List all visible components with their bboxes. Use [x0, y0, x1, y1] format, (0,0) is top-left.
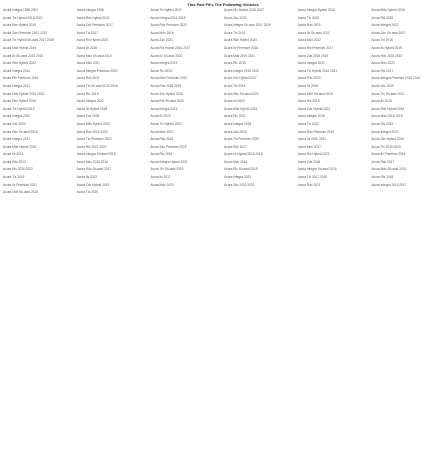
vehicle-fitment-item: Acura Ilx 2017 — [150, 175, 171, 180]
vehicle-fitment-item: Acura Rlx 2022 — [371, 121, 394, 126]
vehicle-fitment-item: Acura Tlx Hybrid 2018 2021 — [3, 15, 43, 20]
vehicle-fitment-item: Acura Rlx 2020 — [371, 15, 394, 20]
vehicle-fitment-item: Acura Rlx 2018 — [150, 152, 173, 157]
vehicle-fitment-item: Acura Integra 1998 — [76, 8, 104, 12]
vehicle-fitment-item: Acura Zdx 2021 — [150, 38, 173, 43]
vehicle-column — [150, 8, 222, 470]
vehicle-fitment-item: Acura Tlx 2021 — [224, 30, 246, 35]
vehicle-fitment-item: Acura Integra Hybrid 2021 — [150, 159, 188, 164]
vehicle-fitment-item: Acura Mdx 2020 — [371, 61, 395, 66]
vehicle-column — [224, 8, 296, 470]
vehicle-fitment-item: Acura Rdx Premium 2019 — [297, 129, 335, 134]
vehicle-fitment-item: Acura Tlx 2019 — [297, 15, 320, 20]
vehicle-fitment-item: Acura Zdx Hybrid 2015 — [371, 137, 404, 142]
vehicle-fitment-item: Acura Ilx Premium 2016 — [371, 152, 406, 157]
vehicle-fitment-item: Acura Ilx Sh-awd 2022 — [150, 53, 183, 58]
vehicle-fitment-item: Acura Ilx 2020 2021 — [297, 137, 327, 142]
vehicle-fitment-item: Acura Mdx 2018 — [224, 159, 248, 164]
vehicle-fitment-item: Acura Mdx 2019 2021 — [224, 53, 256, 58]
vehicle-fitment-item: Acura Tlx Premium 2022 — [76, 137, 112, 142]
vehicle-fitment-item: Acura Integra Sh-awd 2018 — [76, 152, 116, 157]
vehicle-fitment-item: Acura Rdx 2020 — [297, 76, 321, 81]
vehicle-fitment-item: Acura Rdx Hybrid 2021 — [76, 15, 110, 20]
vehicle-fitment-item: Acura Rdx Hybrid 2016 — [371, 106, 405, 111]
vehicle-fitment-item: Acura Tlx Sh-awd 2019 — [150, 167, 184, 172]
vehicle-fitment-item: Acura Mdx Premium 2022 — [150, 76, 188, 81]
vehicle-fitment-item: Acura Rdx 2013 — [3, 159, 26, 164]
vehicle-fitment-item: Acura Integra 2019 — [150, 61, 178, 66]
vehicle-fitment-item: Acura Mdx 2016 — [150, 30, 174, 35]
vehicle-fitment-item: Acura Tlx 2020 — [76, 190, 99, 195]
vehicle-fitment-item: Acura Mdx Sh-awd 2018 — [3, 190, 38, 195]
vehicle-fitment-item: Acura Ilx Premium 2021 — [3, 182, 38, 187]
vehicle-fitment-item: Acura Zdx Hybrid 2019 — [76, 182, 110, 187]
vehicle-fitment-item: Acura Integra 2015 2017 — [371, 182, 407, 187]
vehicle-fitment-item: Acura Rlx Premium 2016 — [3, 76, 39, 81]
vehicle-fitment-item: Acura Mdx Sh-awd 2015 — [297, 91, 333, 96]
vehicle-fitment-item: Acura Zdx Sh-awd 2017 — [371, 30, 406, 35]
vehicle-fitment-item: Acura Tlx Hybrid 2022 — [150, 121, 182, 126]
vehicle-fitment-item: Acura Zdx 2018 2019 — [297, 53, 329, 58]
vehicle-fitment-item: Acura Rdx Hybrid 2022 — [3, 61, 36, 66]
vehicle-fitment-item: Acura Integra 2021 — [224, 175, 252, 180]
vehicle-fitment-item: Acura Integra 2017 — [297, 61, 325, 66]
vehicle-fitment-item: Acura Integra Sh-awd 2015 — [297, 167, 337, 172]
vehicle-fitment-item: Acura Zdx 2016 — [76, 114, 100, 119]
vehicle-fitment-item: Acura Zdx Hybrid 2018 — [150, 91, 183, 96]
vehicle-fitment-item: Acura Rlx 2017 — [371, 68, 394, 73]
vehicle-fitment-item: Acura Mdx 2020 — [150, 182, 174, 187]
vehicle-fitment-item: Acura Ilx 2015 — [3, 152, 24, 157]
vehicle-fitment-item: Acura Zdx Hybrid 2021 — [297, 106, 331, 111]
vehicle-fitment-item: Acura Rdx Sh-awd 2016 — [3, 129, 38, 134]
vehicle-fitment-item: Acura Zdx Premium 2017 — [76, 23, 113, 28]
vehicle-fitment-item: Acura Mdx 2017 — [150, 129, 174, 134]
vehicle-fitment-item: Acura Rdx 2015 — [297, 23, 321, 28]
vehicle-fitment-item: Acura Rlx Hybrid 2021 — [76, 38, 109, 43]
vehicle-fitment-item: Acura Integra 2022 — [76, 99, 104, 104]
vehicle-fitment-item: Acura Rdx Hybrid 2020 — [224, 38, 257, 43]
vehicle-fitment-item: Acura Zdx Premium 2019 — [150, 144, 187, 149]
vehicle-fitment-item: Acura Rlx 2019 — [76, 91, 99, 96]
vehicle-fitment-item: Acura Integra 2017 — [3, 137, 31, 142]
vehicle-fitment-item: Acura Ilx 2016 — [76, 45, 98, 50]
vehicle-fitment-item: Acura Integra Premium 2015 2016 — [371, 76, 421, 81]
vehicle-fitment-item: Acura Rdx Hybrid 2015 — [3, 23, 36, 28]
vehicle-fitment-item: Acura Ilx Hybrid 2015 2016 — [224, 152, 263, 157]
vehicle-fitment-item: Acura Mdx Hybrid 2015 — [371, 8, 405, 12]
vehicle-fitment-item: Acura Rlx Sh-awd 2019 — [224, 167, 258, 172]
vehicle-fitment-item: Acura Rlx Hybrid 2015 2017 — [224, 8, 264, 12]
vehicle-fitment-item: Acura Ilx Sh-awd 2010 2015 — [3, 53, 44, 58]
vehicle-fitment-item: Acura Mdx Hybrid 2020 — [76, 121, 110, 126]
vehicle-fitment-item: Acura Zdx Hybrid 2017 — [224, 76, 257, 81]
vehicle-fitment-item: Acura Rlx 2018 — [371, 175, 394, 180]
vehicle-fitment-item: Acura Rdx 2018 2022 — [371, 53, 403, 58]
vehicle-fitment-item: Acura Integra 2016 2020 — [224, 68, 260, 73]
page-title: This Part Fit's The Following Vehicles — [187, 2, 259, 7]
vehicle-fitment-item: Acura Zdx 2015 — [224, 129, 247, 134]
vehicle-fitment-item: Acura Integra 2011 — [3, 68, 30, 73]
vehicle-fitment-item: Acura Ilx 2020 — [150, 114, 171, 119]
vehicle-fitment-item: Acura Mdx 2021 — [76, 61, 100, 66]
vehicle-fitment-item: Acura Integra 2018 — [224, 121, 252, 126]
vehicle-fitment-item: Acura Integra Sh-awd 2017 2019 — [224, 23, 271, 28]
vehicle-fitment-item: Acura Tlx Hybrid 2017 — [150, 8, 182, 12]
vehicle-fitment-item: Acura Rlx 2020 2022 — [3, 167, 33, 172]
vehicle-fitment-item: Acura Mdx Hybrid 2019 2022 — [3, 91, 45, 96]
vehicle-fitment-item: Acura Tlx Sh-awd 2021 — [371, 91, 405, 96]
vehicle-fitment-item: Acura Rlx Sh-awd 2020 — [150, 99, 184, 104]
vehicle-fitment-item: Acura Integra Hybrid 2016 — [297, 8, 335, 12]
vehicle-fitment-item: Acura Rlx Hybrid 2022 — [297, 152, 330, 157]
vehicle-fitment-item: Acura Tlx 2017 2018 — [297, 175, 328, 180]
vehicle-fitment-item: Acura Mdx 2017 — [297, 144, 321, 149]
vehicle-fitment-item: Acura Ilx Premium 2018 — [224, 45, 259, 50]
vehicle-fitment-item: Acura Tlx 2016 — [371, 38, 393, 43]
vehicle-fitment-item: Acura Rlx 2021 — [224, 114, 246, 119]
vehicle-fitment-item: Acura Ilx Hybrid 2018 — [76, 106, 108, 111]
vehicle-column — [371, 8, 443, 470]
vehicle-fitment-item: Acura Integra 2019 — [297, 114, 325, 119]
vehicle-fitment-item: Acura Tlx Hybrid Sh-awd 2017 2020 — [3, 38, 55, 43]
vehicle-fitment-item: Acura Tlx Premium 2020 — [224, 137, 260, 142]
vehicle-fitment-item: Acura Zdx 2020 2022 — [224, 182, 255, 187]
vehicle-fitment-item: Acura Zdx 2019 — [371, 83, 394, 88]
vehicle-fitment-item: Acura Zdx 2022 — [224, 15, 247, 20]
vehicle-fitment-item: Acura Ilx 2018 — [297, 83, 319, 88]
vehicle-fitment-item: Acura Tlx 2017 — [76, 30, 99, 35]
vehicle-fitment-item: Acura Rlx 2015 — [224, 61, 246, 66]
vehicle-fitment-item: Acura Integra 2022 — [371, 23, 399, 28]
vehicle-fitment-item: Acura Tlx Hybrid 2016 — [3, 106, 35, 111]
vehicle-fitment-item: Acura Mdx Sh-awd 2019 — [76, 53, 112, 58]
vehicle-fitment-item: Acura Rlx 2016 — [297, 99, 320, 104]
vehicle-fitment-item: Acura Tlx 2019 2020 — [371, 144, 401, 149]
vehicle-fitment-item: Acura Integra 1996 2001 — [3, 8, 39, 12]
vehicle-fitment-item: Acura Tlx 2018 — [224, 83, 246, 88]
vehicle-fitment-item: Acura Rdx 2018 2019 — [150, 83, 182, 88]
vehicle-fitment-item: Acura Rlx Hybrid 2016 2017 — [150, 45, 191, 50]
vehicle-fitment-item: Acura Zdx Premium 2021 2022 — [3, 30, 48, 35]
vehicle-fitment-item: Acura Rdx 2021 — [76, 76, 100, 81]
vehicle-fitment-item: Acura Zdx 2016 — [297, 159, 321, 164]
vehicle-fitment-item: Acura Ilx Hybrid 2019 — [371, 45, 402, 50]
vehicle-fitment-item: Acura Integra 2021 — [3, 83, 31, 88]
vehicle-fitment-item: Acura Mdx 2018 2019 — [371, 114, 403, 119]
vehicle-fitment-item: Acura Rdx 2017 — [371, 159, 395, 164]
vehicle-fitment-item: Acura Rlx Premium 2017 — [297, 45, 334, 50]
vehicle-column — [77, 8, 149, 470]
vehicle-column — [298, 8, 370, 470]
vehicle-fitment-item: Acura Mdx Hybrid 2022 — [3, 144, 37, 149]
vehicle-fitment-item: Acura Rdx 2016 — [150, 137, 174, 142]
vehicle-fitment-item: Acura Rdx Premium 2022 — [150, 23, 187, 28]
vehicle-fitment-item: Acura Integra Premium 2020 — [76, 68, 118, 73]
vehicle-fitment-item: Acura Tlx 2022 — [297, 121, 320, 126]
vehicle-fitment-item: Acura Ilx 2022 — [76, 175, 98, 180]
vehicle-fitment-item: Acura Rdx 2017 — [224, 144, 247, 149]
vehicle-fitment-item: Acura Mdx 2015 2016 — [76, 159, 108, 164]
vehicle-fitment-item: Acura Tlx 2015 — [150, 68, 172, 73]
vehicle-fitment-item: Acura Mdx Hybrid 2016 — [224, 106, 258, 111]
vehicle-fitment-item: Acura Mdx Sh-awd 2021 — [371, 167, 407, 172]
vehicle-fitment-item: Acura Rdx Hybrid 2018 — [3, 99, 36, 104]
vehicle-fitment-item: Acura Integra 2020 — [3, 114, 31, 119]
vehicle-fitment-item: Acura Mdx 2022 — [297, 38, 321, 43]
vehicle-column — [3, 8, 75, 470]
vehicle-fitment-item: Acura Rdx 2015 2020 — [76, 129, 108, 134]
vehicle-fitment-item: Acura Zdx 2020 — [3, 121, 26, 126]
vehicle-fitment-item: Acura Integra 2020 — [371, 129, 399, 134]
vehicle-fitment-item: Acura Tlx 2018 — [3, 175, 25, 180]
vehicle-fitment-item: Acura Rdx 2021 — [297, 182, 321, 187]
vehicle-fitment-item: Acura Rdx Sh-awd 2022 — [224, 91, 259, 96]
vehicle-fitment-item: Acura Tlx Hybrid 2016 2021 — [297, 68, 338, 73]
vehicle-fitment-item: Acura Mdx Hybrid 2019 — [3, 45, 37, 50]
vehicle-fitment-item: Acura Integra 2015 — [150, 106, 178, 111]
vehicle-fitment-item: Acura Tlx Sh-awd 2015 2016 — [76, 83, 118, 88]
vehicle-fitment-item: Acura Ilx Sh-awd 2021 — [297, 30, 330, 35]
vehicle-fitment-item: Acura Ilx 2015 — [371, 99, 392, 104]
vehicle-fitment-item: Acura Rlx 2021 2022 — [76, 144, 107, 149]
vehicle-fitment-item: Acura Integra 2016 2018 — [150, 15, 186, 20]
vehicle-fitment-item: Acura Ilx 2019 — [224, 99, 245, 104]
vehicle-columns — [3, 8, 443, 470]
vehicle-fitment-item: Acura Rdx Sh-awd 2017 — [76, 167, 112, 172]
